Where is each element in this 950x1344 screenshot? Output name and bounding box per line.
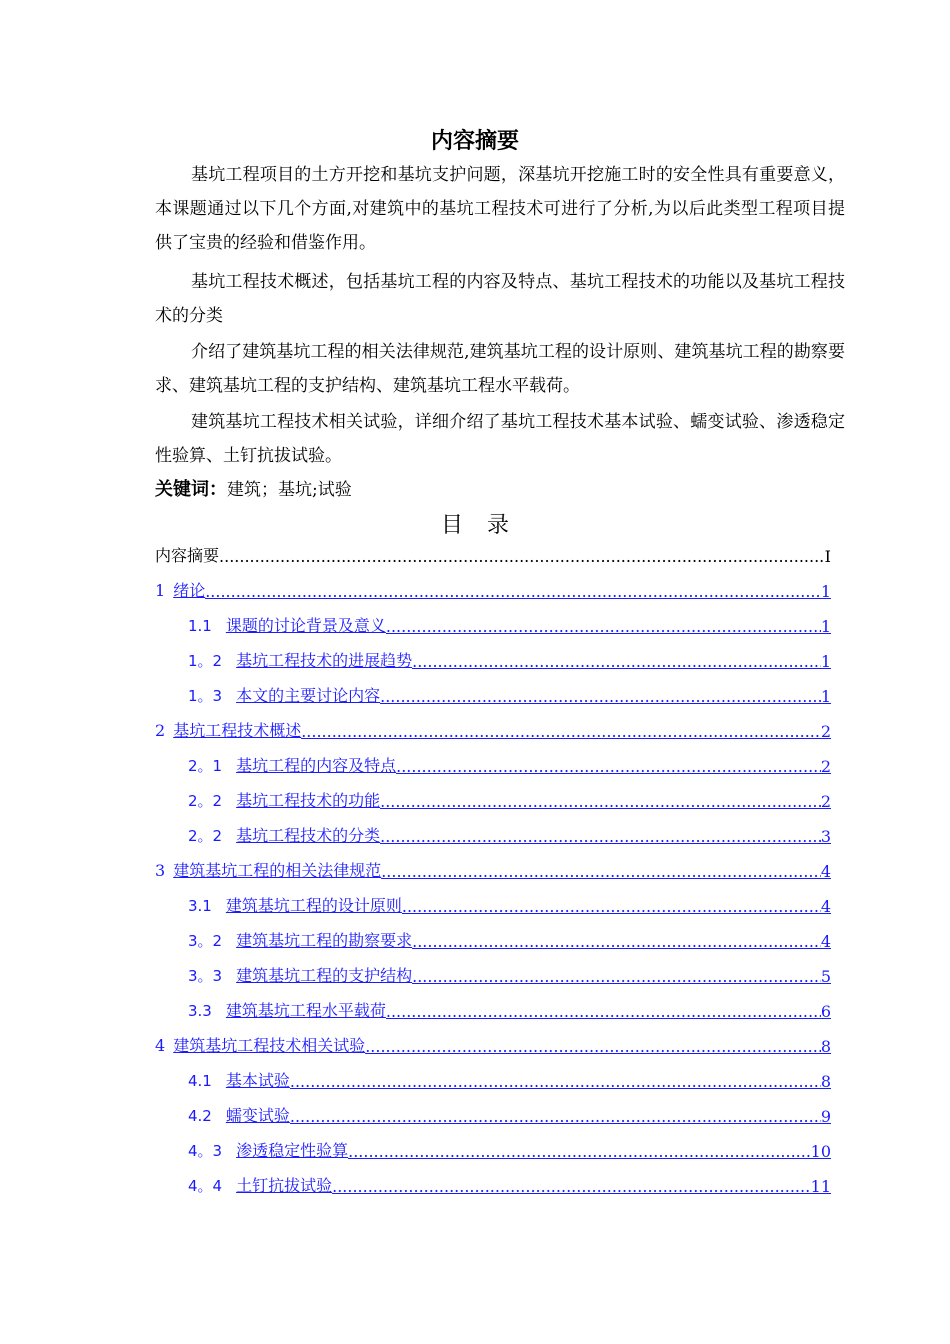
- toc-entry[interactable]: [155, 1161, 831, 1196]
- toc-entry-page: 4: [820, 862, 831, 881]
- toc-entry-number: 3。3: [188, 967, 223, 985]
- abstract-paragraph-4: 建筑基坑工程技术相关试验，详细介绍了基坑工程技术基本试验、蠕变试验、渗透稳定性验算、土钉抗拔试验。: [155, 412, 845, 466]
- toc-entry-number: 4.2: [188, 1107, 212, 1125]
- toc-entry-text: 蠕变试验: [225, 1106, 290, 1125]
- toc-entry-label: [155, 858, 381, 881]
- toc-entry-page: I: [824, 547, 831, 566]
- toc-entry[interactable]: [155, 601, 831, 636]
- abstract-paragraph-3: 介绍了建筑基坑工程的相关法律规范,建筑基坑工程的设计原则、建筑基坑工程的勘察要求、建筑基坑工程的支护结构、建筑基坑工程水平载荷。: [155, 342, 845, 396]
- toc-dot-leader: [219, 547, 825, 566]
- toc-entry[interactable]: [155, 951, 831, 986]
- toc-entry-page: 1: [820, 652, 831, 671]
- toc-entry-label: [188, 683, 380, 706]
- toc-entry-text: 土钉抗拔试验: [236, 1176, 333, 1195]
- toc-entry[interactable]: [155, 846, 831, 881]
- toc-entry-number: 1。3: [188, 687, 223, 705]
- toc-entry-label: [188, 823, 380, 846]
- keywords-label: 关键词：: [155, 479, 227, 500]
- toc-entry[interactable]: [155, 986, 831, 1021]
- toc-entry-page: 1: [820, 617, 831, 636]
- toc-entry-label: [188, 613, 386, 636]
- toc-entry-label: [155, 718, 301, 741]
- toc-entry-label: [188, 648, 412, 671]
- toc-entry-number: 2。2: [188, 792, 223, 810]
- toc-dot-leader: [380, 687, 821, 706]
- toc-entry-text: 本文的主要讨论内容: [236, 686, 381, 705]
- toc-entry-label: [188, 753, 396, 776]
- toc-entry-number: 2。2: [188, 827, 223, 845]
- toc-entry-label: [188, 1173, 332, 1196]
- toc-entry[interactable]: [155, 881, 831, 916]
- toc-entry[interactable]: [155, 776, 831, 811]
- toc-entry-text: 基坑工程的内容及特点: [236, 756, 397, 775]
- toc-entry-number: 1。2: [188, 652, 223, 670]
- toc-entry-page: 10: [810, 1142, 831, 1161]
- toc-dot-leader: [402, 897, 821, 916]
- toc-entry[interactable]: [155, 706, 831, 741]
- toc-entry-label: [188, 1068, 290, 1091]
- toc-entry-page: 2: [820, 792, 831, 811]
- toc-entry-number: 3: [155, 861, 166, 880]
- toc-entry-label: [188, 928, 412, 951]
- toc-dot-leader: [290, 1107, 821, 1126]
- toc-entry-number: 1: [155, 581, 166, 600]
- toc-entry-page: 2: [820, 722, 831, 741]
- toc-entry-number: 4。4: [188, 1177, 223, 1195]
- toc-dot-leader: [348, 1142, 811, 1161]
- toc-entry-number: 3。2: [188, 932, 223, 950]
- toc-dot-leader: [332, 1177, 811, 1196]
- toc-entry-label: [188, 963, 412, 986]
- toc-entry-label: [188, 1138, 348, 1161]
- toc-entry-text: 绪论: [173, 581, 206, 600]
- toc-entry-page: 3: [820, 827, 831, 846]
- toc-entry-label: [155, 543, 219, 566]
- toc-title: 目录: [440, 513, 533, 538]
- toc-entry-text: 基坑工程技术概述: [173, 721, 302, 740]
- toc-entry-page: 5: [820, 967, 831, 986]
- toc-entry-page: 2: [820, 757, 831, 776]
- toc-entry-page: 8: [820, 1037, 831, 1056]
- toc-entry[interactable]: [155, 741, 831, 776]
- toc-entry[interactable]: [155, 1021, 831, 1056]
- toc-entry-page: 4: [820, 897, 831, 916]
- toc-entry-page: 4: [820, 932, 831, 951]
- toc-entry-page: 1: [820, 582, 831, 601]
- toc-dot-leader: [386, 1002, 821, 1021]
- toc-dot-leader: [412, 967, 821, 986]
- keywords-line: [155, 476, 352, 504]
- toc-entry[interactable]: [155, 1126, 831, 1161]
- toc-entry-page: 1: [820, 687, 831, 706]
- toc-entry-text: 基本试验: [225, 1071, 290, 1090]
- toc-entry-text: 建筑基坑工程水平载荷: [225, 1001, 386, 1020]
- toc-entry[interactable]: [155, 671, 831, 706]
- toc-entry-label: [155, 578, 205, 601]
- abstract-paragraph-1: 基坑工程项目的土方开挖和基坑支护问题，深基坑开挖施工时的安全性具有重要意义，本课题通过以下几个方面,对建筑中的基坑工程技术可进行了分析,为以后此类型工程项目提供了宝贵的经验和借鉴作用。: [155, 165, 845, 253]
- keywords-text: 建筑；基坑;试验: [227, 480, 352, 500]
- toc-entry-number: 4.1: [188, 1072, 212, 1090]
- toc-entry-label: [188, 893, 402, 916]
- toc-entry[interactable]: [155, 916, 831, 951]
- toc-entry-number: 4。3: [188, 1142, 223, 1160]
- toc-entry-text: 建筑基坑工程的设计原则: [225, 896, 402, 915]
- toc-entry-text: 建筑基坑工程的勘察要求: [236, 931, 413, 950]
- toc-entry-page: 9: [820, 1107, 831, 1126]
- toc-dot-leader: [396, 757, 821, 776]
- toc-entry-label: [188, 1103, 290, 1126]
- toc-entry[interactable]: [155, 1056, 831, 1091]
- toc-dot-leader: [365, 1037, 821, 1056]
- table-of-contents: [155, 540, 831, 1196]
- abstract-title: 内容摘要: [430, 129, 519, 154]
- toc-entry-text: 渗透稳定性验算: [236, 1141, 349, 1160]
- toc-entry-text: 内容摘要: [155, 546, 220, 565]
- abstract-paragraph-2: 基坑工程技术概述，包括基坑工程的内容及特点、基坑工程技术的功能以及基坑工程技术的分类: [155, 272, 845, 326]
- toc-entry-number: 4: [155, 1036, 166, 1055]
- toc-entry-text: 建筑基坑工程的支护结构: [236, 966, 413, 985]
- toc-entry-number: 2。1: [188, 757, 223, 775]
- toc-dot-leader: [381, 862, 821, 881]
- toc-entry-text: 基坑工程技术的分类: [236, 826, 381, 845]
- toc-entry-number: 3.3: [188, 1002, 212, 1020]
- toc-dot-leader: [412, 932, 821, 951]
- toc-dot-leader: [380, 792, 821, 811]
- toc-entry-label: [188, 998, 386, 1021]
- toc-dot-leader: [301, 722, 821, 741]
- toc-entry-text: 建筑基坑工程技术相关试验: [173, 1036, 366, 1055]
- toc-entry-number: 2: [155, 721, 166, 740]
- toc-entry[interactable]: [155, 811, 831, 846]
- toc-entry-number: 1.1: [188, 617, 212, 635]
- toc-entry-page: 6: [820, 1002, 831, 1021]
- toc-dot-leader: [290, 1072, 821, 1091]
- toc-entry-label: [188, 788, 380, 811]
- toc-entry-text: 建筑基坑工程的相关法律规范: [173, 861, 382, 880]
- toc-entry-text: 基坑工程技术的进展趋势: [236, 651, 413, 670]
- toc-entry-label: [155, 1033, 365, 1056]
- toc-dot-leader: [205, 582, 821, 601]
- toc-entry[interactable]: [155, 1091, 831, 1126]
- toc-entry-page: 8: [820, 1072, 831, 1091]
- toc-entry[interactable]: [155, 566, 831, 601]
- toc-entry: [155, 540, 831, 566]
- toc-dot-leader: [386, 617, 821, 636]
- toc-entry-text: 基坑工程技术的功能: [236, 791, 381, 810]
- toc-entry-text: 课题的讨论背景及意义: [225, 616, 386, 635]
- toc-entry[interactable]: [155, 636, 831, 671]
- toc-entry-page: 11: [810, 1177, 831, 1196]
- toc-dot-leader: [380, 827, 821, 846]
- toc-entry-number: 3.1: [188, 897, 212, 915]
- toc-dot-leader: [412, 652, 821, 671]
